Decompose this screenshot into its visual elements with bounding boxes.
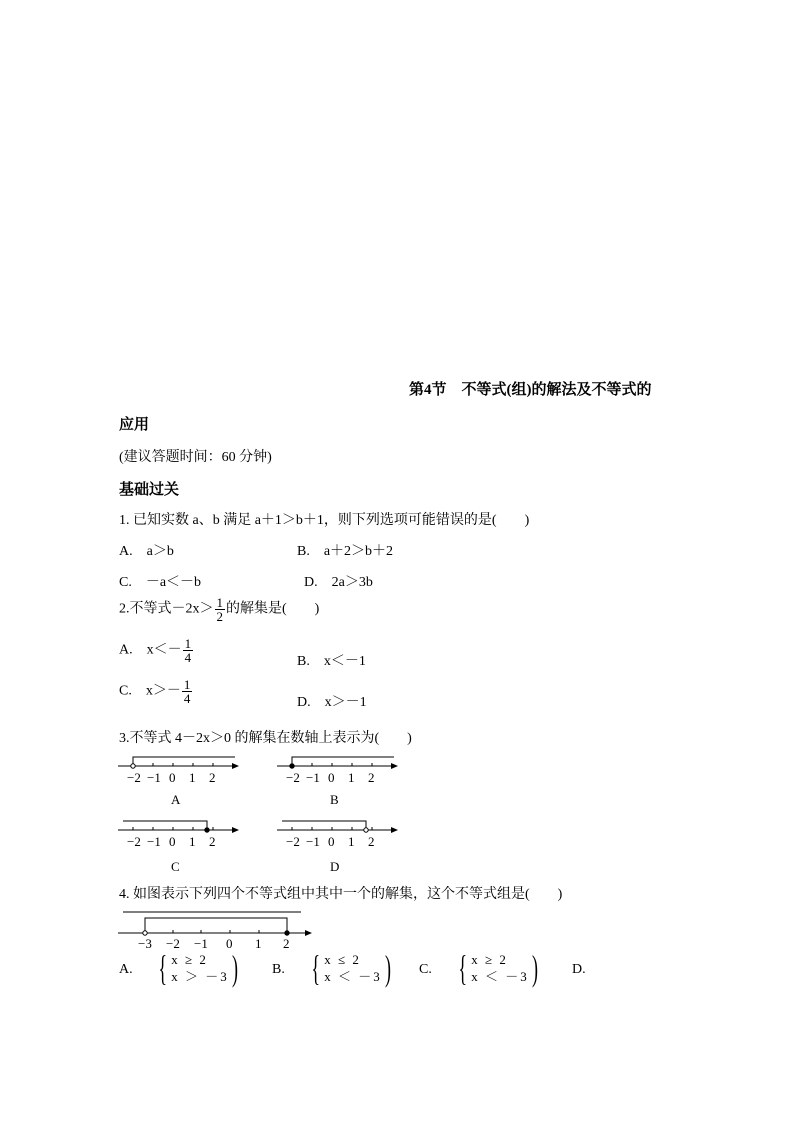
tick-label: 1	[189, 770, 196, 785]
tick-label: −2	[286, 834, 300, 849]
q2-option-c-fraction	[182, 678, 193, 705]
q1-option-a: A. a＞b	[119, 544, 174, 559]
q3-number-line-d	[274, 816, 404, 876]
q2-option-d: D. x＞－1	[297, 695, 367, 710]
tick-label: 2	[283, 936, 290, 950]
system-row: x ≥ 2	[171, 952, 208, 967]
tick-label: −2	[127, 770, 141, 785]
q3-number-line-b	[274, 752, 404, 812]
left-brace-icon: {	[458, 948, 467, 988]
q3-number-line-a	[115, 752, 245, 812]
tick-label: 0	[328, 834, 335, 849]
tick-label: 0	[169, 770, 176, 785]
q2-option-c-text: C. x＞－	[119, 683, 181, 699]
fraction-num: 1	[183, 677, 191, 692]
q2-option-a-text: A. x＜－	[119, 642, 182, 658]
left-brace-icon: {	[311, 948, 320, 988]
option-label-a: A	[171, 792, 181, 807]
q2-option-a	[119, 637, 194, 664]
q2-fraction-num: 1	[216, 595, 223, 610]
fraction-den: 4	[184, 650, 192, 665]
tick-label: 2	[209, 770, 216, 785]
q4-number-line	[115, 908, 325, 950]
system-row: x ＞ －3	[171, 969, 229, 984]
q1-option-c: C. －a＜－b	[119, 575, 202, 590]
right-paren-icon: )	[531, 948, 538, 988]
tick-label: −2	[286, 770, 300, 785]
q2-fraction	[215, 596, 226, 623]
q1-stem: 1. 已知实数 a、b 满足 a＋1＞b＋1，则下列选项可能错误的是( )	[119, 513, 530, 528]
tick-label: 1	[189, 834, 196, 849]
q1-option-b: B. a＋2＞b＋2	[297, 544, 394, 559]
tick-label: −3	[138, 936, 152, 950]
system-row: x ＜ －3	[471, 969, 529, 984]
system-row: x ≥ 2	[471, 952, 508, 967]
q2-stem	[119, 596, 319, 623]
q4-option-b-label: B.	[272, 962, 285, 977]
q3-number-line-c	[115, 816, 245, 876]
tick-label: −1	[147, 834, 161, 849]
q4-option-c-system	[454, 950, 541, 986]
system-row: x ＜ －3	[324, 969, 382, 984]
q3-stem: 3.不等式 4－2x＞0 的解集在数轴上表示为( )	[119, 731, 412, 746]
q2-fraction-den: 2	[216, 609, 223, 624]
q2-option-a-fraction	[183, 637, 194, 664]
tick-label: 1	[348, 770, 355, 785]
tick-label: 2	[209, 834, 216, 849]
q2-option-c	[119, 678, 193, 705]
option-label-b: B	[330, 792, 339, 807]
tick-label: −2	[127, 834, 141, 849]
fraction-den: 4	[183, 691, 191, 706]
system-row: x ≤ 2	[324, 952, 361, 967]
left-brace-icon: {	[158, 948, 167, 988]
q4-option-a-label: A.	[119, 962, 133, 977]
q4-stem: 4. 如图表示下列四个不等式组中其中一个的解集，这个不等式组是( )	[119, 887, 563, 902]
part-title: 基础过关	[119, 482, 180, 498]
tick-label: 2	[368, 770, 375, 785]
q1-option-d: D. 2a＞3b	[304, 575, 373, 590]
option-label-d: D	[330, 859, 340, 874]
tick-label: −1	[147, 770, 161, 785]
section-title: 第4节 不等式(组)的解法及不等式的	[409, 382, 652, 398]
tick-label: 1	[255, 936, 262, 950]
tick-label: 2	[368, 834, 375, 849]
tick-label: 0	[226, 936, 233, 950]
q4-option-c-label: C.	[419, 962, 432, 977]
right-paren-icon: )	[384, 948, 391, 988]
q2-stem-pre: 2.不等式－2x＞	[119, 601, 214, 617]
tick-label: −1	[306, 834, 320, 849]
q4-option-b-system	[307, 950, 394, 986]
section-title-continued: 应用	[119, 417, 150, 433]
time-hint: (建议答题时间：60 分钟)	[119, 450, 272, 465]
tick-label: −2	[166, 936, 180, 950]
tick-label: −1	[306, 770, 320, 785]
q4-option-a-system	[154, 950, 241, 986]
option-label-c: C	[171, 859, 180, 874]
q2-stem-post: 的解集是( )	[226, 601, 320, 617]
tick-label: 0	[328, 770, 335, 785]
q2-option-b: B. x＜－1	[297, 654, 366, 669]
tick-label: 1	[348, 834, 355, 849]
tick-label: 0	[169, 834, 176, 849]
fraction-num: 1	[184, 636, 192, 651]
q4-option-d-label: D.	[572, 962, 586, 977]
tick-label: −1	[194, 936, 208, 950]
right-paren-icon: )	[231, 948, 238, 988]
